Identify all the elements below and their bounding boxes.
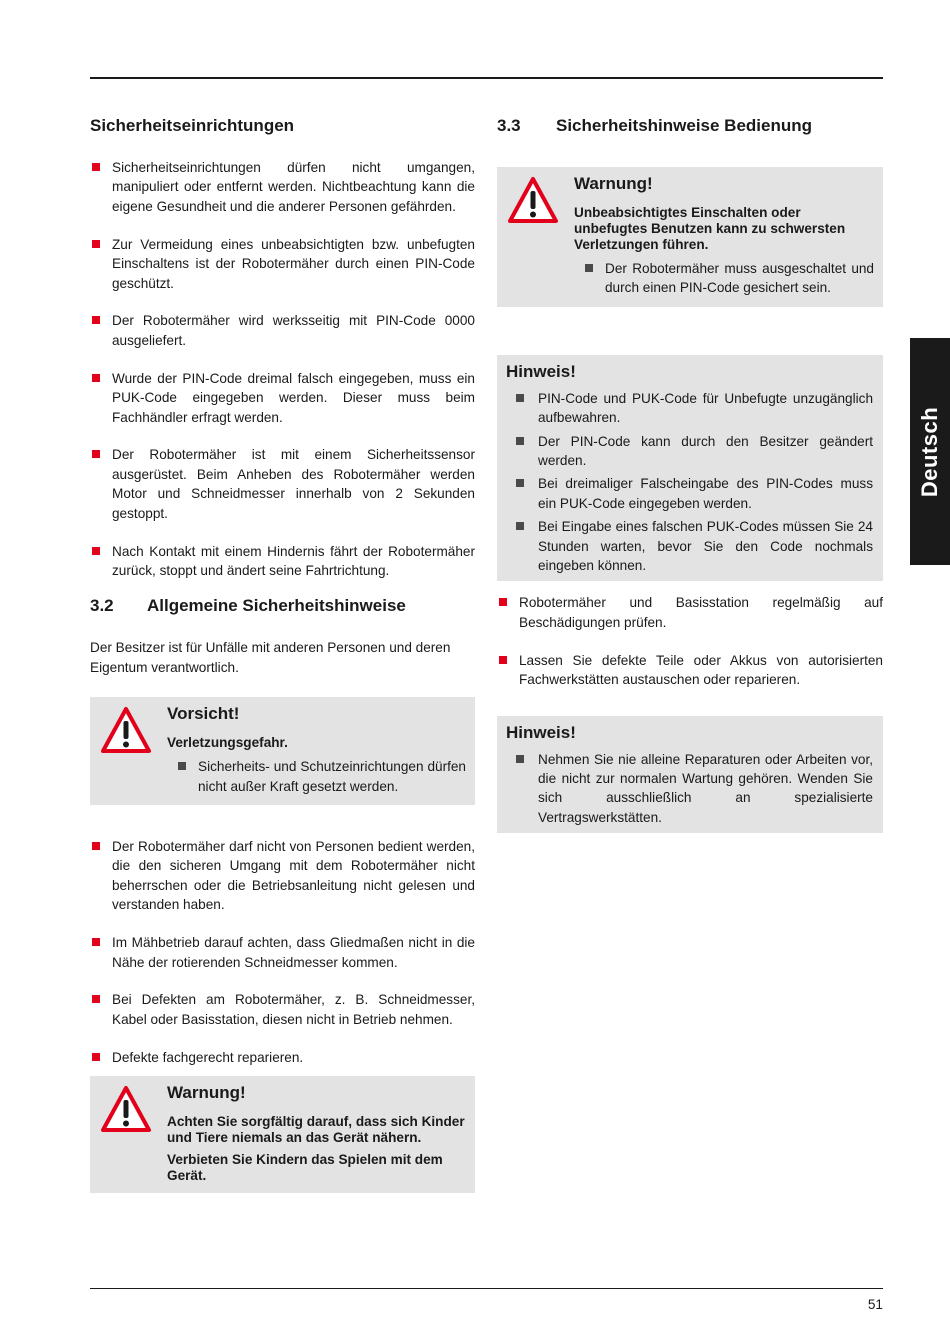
warning-box-operation	[497, 167, 883, 307]
hint-box-pin	[497, 355, 883, 582]
list-item: Nach Kontakt mit einem Hindernis fährt der Robotermäher zurück, stoppt und ändert seine Fahrtrichtung.	[90, 542, 475, 581]
list-item: Robotermäher und Basisstation regelmäßig auf Beschädigungen prüfen.	[497, 593, 883, 632]
list-item: Zur Vermeidung eines unbeabsichtigten bzw. unbefugten Einschaltens ist der Robotermäher durch einen PIN-Code geschützt.	[90, 235, 475, 293]
list-item: PIN-Code und PUK-Code für Unbefugte unzugänglich aufbewahren.	[506, 389, 873, 428]
warning-list	[574, 259, 874, 298]
list-item: Bei dreimaliger Falscheingabe des PIN-Codes muss ein PUK-Code eingegeben werden.	[506, 474, 873, 513]
caution-list	[167, 757, 466, 796]
warning-title: Warnung!	[574, 174, 653, 193]
warning-strong-text: Verbieten Sie Kindern das Spielen mit dem Gerät.	[167, 1152, 443, 1184]
caution-strong-text: Verletzungsgefahr.	[167, 735, 288, 751]
warning-triangle-icon	[100, 706, 152, 754]
hint-list	[506, 389, 873, 576]
right-column	[497, 114, 883, 833]
page-number: 51	[867, 1297, 883, 1312]
warning-content	[167, 1082, 475, 1184]
hint-list	[506, 750, 873, 828]
language-tab-label: Deutsch	[917, 406, 942, 497]
hint-title: Hinweis!	[506, 722, 576, 742]
bullet-list-general	[90, 837, 475, 1067]
list-item: Der Robotermäher muss ausgeschaltet und durch einen PIN-Code gesichert sein.	[574, 259, 874, 298]
section-title: Allgemeine Sicherheitshinweise	[147, 596, 406, 616]
section-heading-3-3	[497, 114, 883, 138]
list-item: Sicherheitseinrichtungen dürfen nicht umgangen, manipuliert oder entfernt werden. Nichtbeachtung kann die eigene Gesundheit und die anderer Personen gefährden.	[90, 158, 475, 216]
list-item: Der Robotermäher wird werksseitig mit PIN-Code 0000 ausgeliefert.	[90, 311, 475, 350]
header-rule	[90, 77, 883, 79]
section-title: Sicherheitshinweise Bedienung	[556, 116, 813, 135]
section-number: 3.3	[497, 116, 521, 135]
warning-title: Warnung!	[167, 1083, 246, 1103]
list-item: Im Mähbetrieb darauf achten, dass Gliedmaßen nicht in die Nähe der rotierenden Schneidmesser kommen.	[90, 933, 475, 972]
caution-content	[167, 703, 475, 796]
section-number: 3.2	[90, 596, 114, 616]
list-item: Der PIN-Code kann durch den Besitzer geändert werden.	[506, 432, 873, 471]
list-item: Der Robotermäher ist mit einem Sicherheitssensor ausgerüstet. Beim Anheben des Robotermäher werden Motor und Schneidmesser innerhalb von 2 Sekunden gestoppt.	[90, 445, 475, 523]
caution-title: Vorsicht!	[167, 704, 240, 724]
warning-strong-text: Unbeabsichtigtes Einschalten oder unbefugtes Benutzen kann zu schwersten Verletzungen führen.	[574, 205, 846, 252]
footer-rule	[90, 1288, 883, 1289]
language-side-tab	[910, 338, 950, 565]
left-column	[90, 114, 475, 1193]
list-item: Bei Defekten am Robotermäher, z. B. Schneidmesser, Kabel oder Basisstation, diesen nicht in Betrieb nehmen.	[90, 990, 475, 1029]
warning-box-children	[90, 1076, 475, 1193]
list-item: Nehmen Sie nie alleine Reparaturen oder Arbeiten vor, die nicht zur normalen Wartung gehören. Wenden Sie sich ausschließlich an spezialisierte Vertragswerkstätten.	[506, 750, 873, 828]
list-item: Bei Eingabe eines falschen PUK-Codes müssen Sie 24 Stunden warten, bevor Sie den Code nochmals eingeben können.	[506, 517, 873, 575]
list-item: Der Robotermäher darf nicht von Personen bedient werden, die den sicheren Umgang mit dem Robotermäher nicht beherrschen oder die Betriebsanleitung nicht gelesen und verstanden haben.	[90, 837, 475, 915]
hint-box-repairs	[497, 716, 883, 834]
bullet-list-maintenance	[497, 593, 883, 689]
list-item: Sicherheits- und Schutzeinrichtungen dürfen nicht außer Kraft gesetzt werden.	[167, 757, 466, 796]
section-intro: Der Besitzer ist für Unfälle mit anderen Personen und deren Eigentum verantwortlich.	[90, 640, 451, 675]
list-item: Lassen Sie defekte Teile oder Akkus von autorisierten Fachwerkstätten austauschen oder reparieren.	[497, 651, 883, 690]
heading-sicherheitseinrichtungen: Sicherheitseinrichtungen	[90, 116, 295, 135]
bullet-list-safety-devices	[90, 158, 475, 580]
warning-triangle-icon	[507, 176, 559, 224]
list-item: Wurde der PIN-Code dreimal falsch eingegeben, muss ein PUK-Code eingegeben werden. Dieser muss beim Fachhändler erfragt werden.	[90, 369, 475, 427]
caution-box	[90, 697, 475, 805]
warning-triangle-icon	[100, 1085, 152, 1133]
warning-content	[574, 173, 883, 298]
warning-strong-text: Achten Sie sorgfältig darauf, dass sich Kinder und Tiere niemals an das Gerät nähern.	[167, 1114, 465, 1146]
list-item: Defekte fachgerecht reparieren.	[90, 1048, 475, 1067]
hint-title: Hinweis!	[506, 361, 576, 381]
section-heading-3-2	[90, 594, 475, 618]
